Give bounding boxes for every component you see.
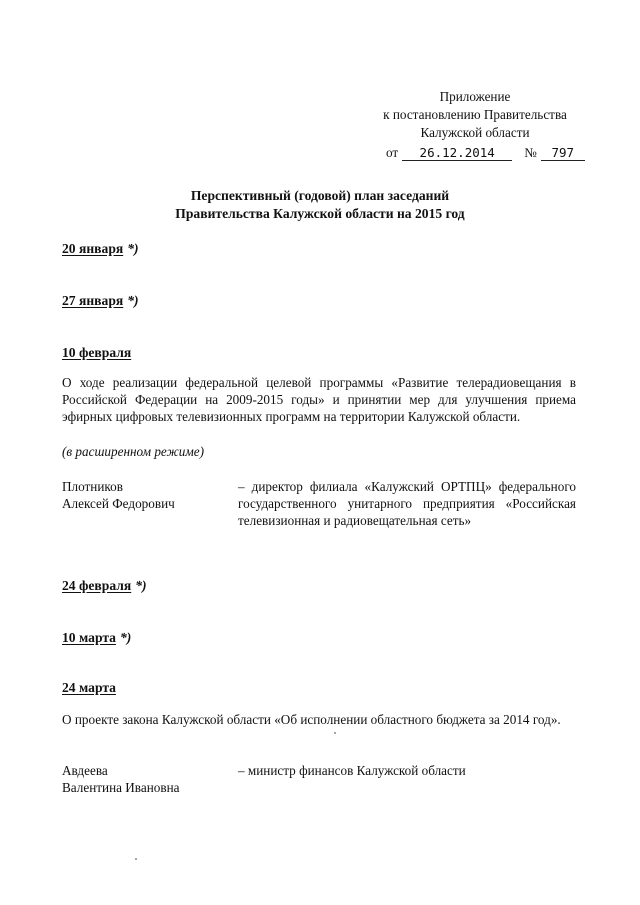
section-date: 27 января xyxy=(62,293,124,308)
footnote-mark: *) xyxy=(119,630,132,645)
speaker-surname: Авдеева xyxy=(62,763,108,778)
section-heading-mar24 xyxy=(62,679,116,696)
footnote-mark: *) xyxy=(127,293,139,308)
section-date: 10 февраля xyxy=(62,345,132,360)
section-date: 24 марта xyxy=(62,680,116,695)
resolution-date: 26.12.2014 xyxy=(402,145,512,161)
appendix-region: Калужской области xyxy=(420,125,530,140)
agenda-item-feb10: О ходе реализации федеральной целевой программы «Развитие телерадиовещания в Российской Федерации на 2009-2015 годы» и принятии мер для улучшения приема эфирных цифровых телевизионных программ на территории Калужской области. xyxy=(62,375,576,424)
session-mode-note: (в расширенном режиме) xyxy=(62,444,204,459)
section-heading-mar10 xyxy=(62,629,131,646)
section-heading-jan20 xyxy=(62,240,139,257)
number-label: № xyxy=(524,145,537,160)
title-line-2: Правительства Калужской области на 2015 год xyxy=(175,206,465,221)
document-title xyxy=(60,187,580,223)
agenda-item-mar24: О проекте закона Калужской области «Об исполнении областного бюджета за 2014 год». xyxy=(62,712,561,727)
section-heading-feb10 xyxy=(62,344,131,361)
from-label: от xyxy=(386,145,399,160)
speaker-position: – министр финансов Калужской области xyxy=(238,763,466,778)
appendix-block xyxy=(360,88,590,161)
section-date: 24 февраля xyxy=(62,578,132,593)
footnote-mark: *) xyxy=(135,578,147,593)
speaker-given-names: Валентина Ивановна xyxy=(62,780,180,795)
appendix-date-line xyxy=(360,143,590,161)
scan-speck xyxy=(135,858,137,860)
section-heading-feb24 xyxy=(62,577,147,594)
section-date: 20 января xyxy=(62,241,124,256)
appendix-title: Приложение xyxy=(439,89,511,104)
speaker-name xyxy=(62,762,232,796)
appendix-resolution-ref: к постановлению Правительства xyxy=(383,107,567,122)
footnote-mark: *) xyxy=(127,241,139,256)
scan-speck xyxy=(334,732,336,734)
section-date: 10 марта xyxy=(62,630,116,645)
speaker-row-feb10 xyxy=(62,478,576,548)
speaker-position: – директор филиала «Калужский ОРТПЦ» федерального государственного унитарного предприятия «Российская телевизионная и радиовещательная сеть» xyxy=(238,479,576,528)
speaker-given-names: Алексей Федорович xyxy=(62,496,175,511)
resolution-number: 797 xyxy=(541,145,585,161)
speaker-surname: Плотников xyxy=(62,479,123,494)
speaker-name xyxy=(62,478,232,512)
speaker-row-mar24 xyxy=(62,762,576,798)
title-line-1: Перспективный (годовой) план заседаний xyxy=(190,188,450,203)
section-heading-jan27 xyxy=(62,292,139,309)
